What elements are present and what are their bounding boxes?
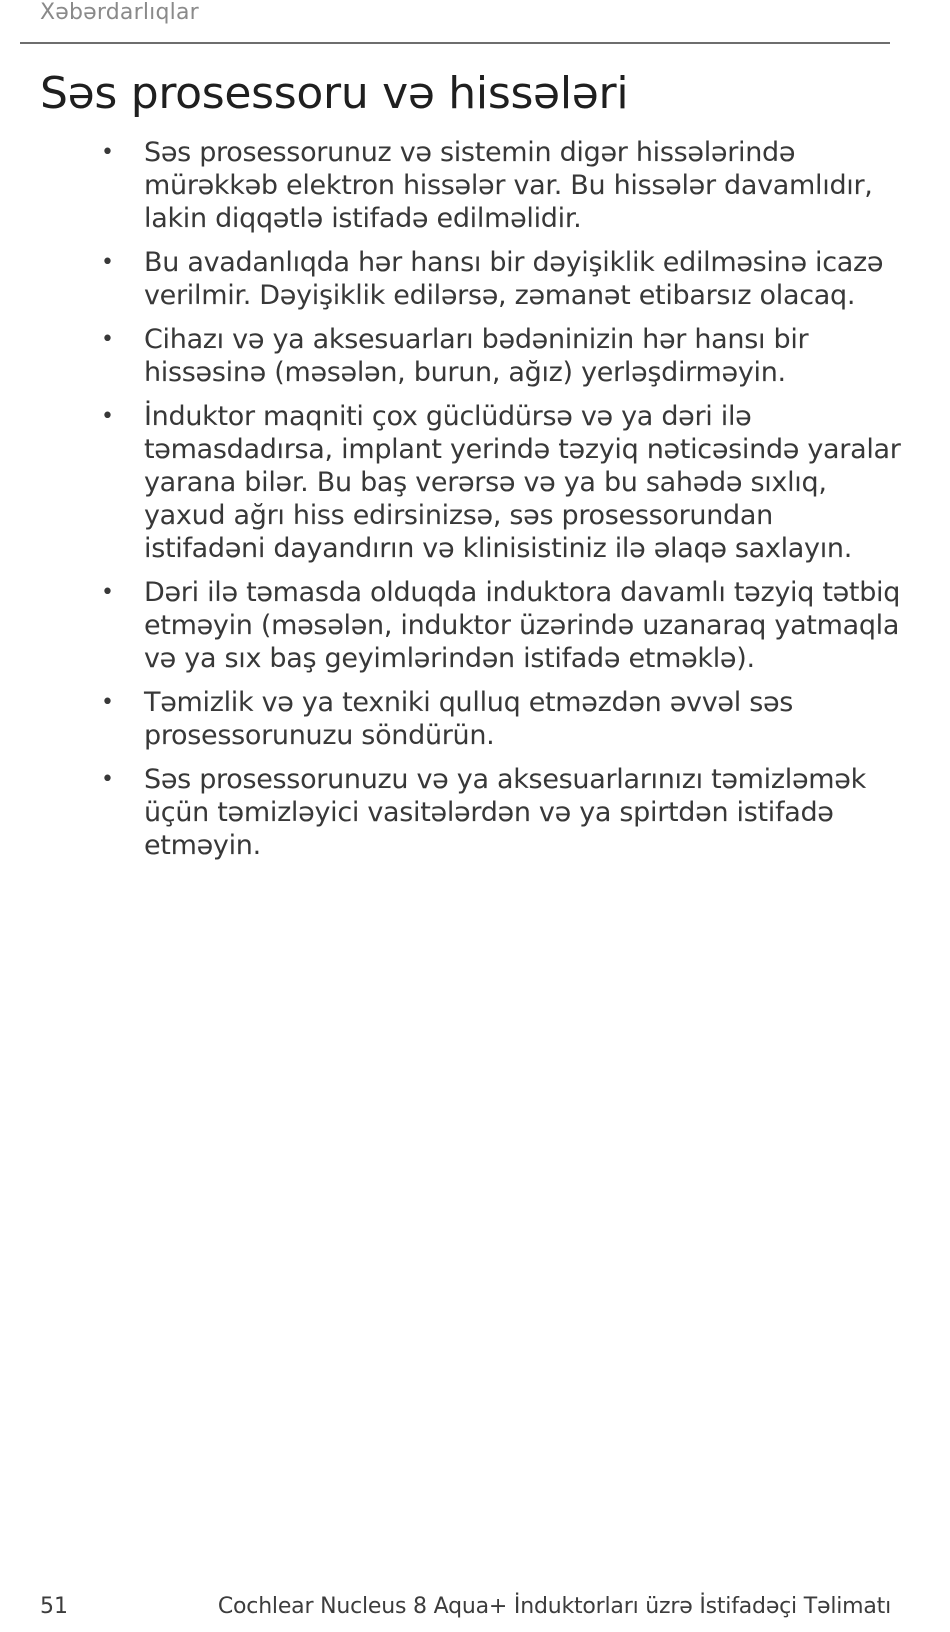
list-item — [0, 136, 950, 235]
footer-document-title: Cochlear Nucleus 8 Aqua+ İnduktorları üzrə İstifadəçi Təlimatı — [217, 1594, 891, 1619]
list-item-text: Səs prosessorunuz və sistemin digər hissələrində mürəkkəb elektron hissələr var. Bu hissələr davamlıdır, lakin diqqətlə istifadə edilməlidir. — [144, 137, 873, 234]
list-item-text: Bu avadanlıqda hər hansı bir dəyişiklik edilməsinə icazə verilmir. Dəyişiklik edilərsə, zəmanət etibarsız olacaq. — [144, 247, 884, 311]
bullet-icon: • — [101, 690, 114, 715]
bullet-icon: • — [101, 580, 114, 605]
bullet-icon: • — [101, 767, 114, 792]
list-item — [0, 323, 950, 389]
page-number: 51 — [40, 1594, 68, 1619]
list-item-text: İnduktor maqniti çox güclüdürsə və ya dəri ilə təmasdadırsa, implant yerində təzyiq nəticəsində yaralar yarana bilər. Bu baş verərsə və ya bu sahədə sıxlıq, yaxud ağrı hiss edirsinizsə, səs prosessorundan istifadəni dayandırın və klinisistiniz ilə əlaqə saxlayın. — [144, 401, 901, 564]
list-item-text: Təmizlik və ya texniki qulluq etməzdən əvvəl səs prosessorunuzu söndürün. — [144, 687, 794, 751]
warning-list — [0, 136, 950, 873]
list-item — [0, 576, 950, 675]
list-item-text: Cihazı və ya aksesuarları bədəninizin hər hansı bir hissəsinə (məsələn, burun, ağız) yerləşdirməyin. — [144, 324, 809, 388]
list-item-text: Dəri ilə təmasda olduqda induktora davamlı təzyiq tətbiq etməyin (məsələn, induktor üzərində uzanaraq yatmaqla və ya sıx baş geyimlərindən istifadə etməklə). — [144, 577, 901, 674]
bullet-icon: • — [101, 250, 114, 275]
bullet-icon: • — [101, 327, 114, 352]
list-item — [0, 763, 950, 862]
running-header: Xəbərdarlıqlar — [40, 0, 199, 25]
list-item — [0, 400, 950, 565]
list-item — [0, 686, 950, 752]
page-title: Səs prosessoru və hissələri — [40, 68, 629, 119]
list-item-text: Səs prosessorunuzu və ya aksesuarlarınızı təmizləmək üçün təmizləyici vasitələrdən və ya spirtdən istifadə etməyin. — [144, 764, 866, 861]
bullet-icon: • — [101, 404, 114, 429]
list-item — [0, 246, 950, 312]
bullet-icon: • — [101, 140, 114, 165]
header-divider — [20, 42, 890, 44]
